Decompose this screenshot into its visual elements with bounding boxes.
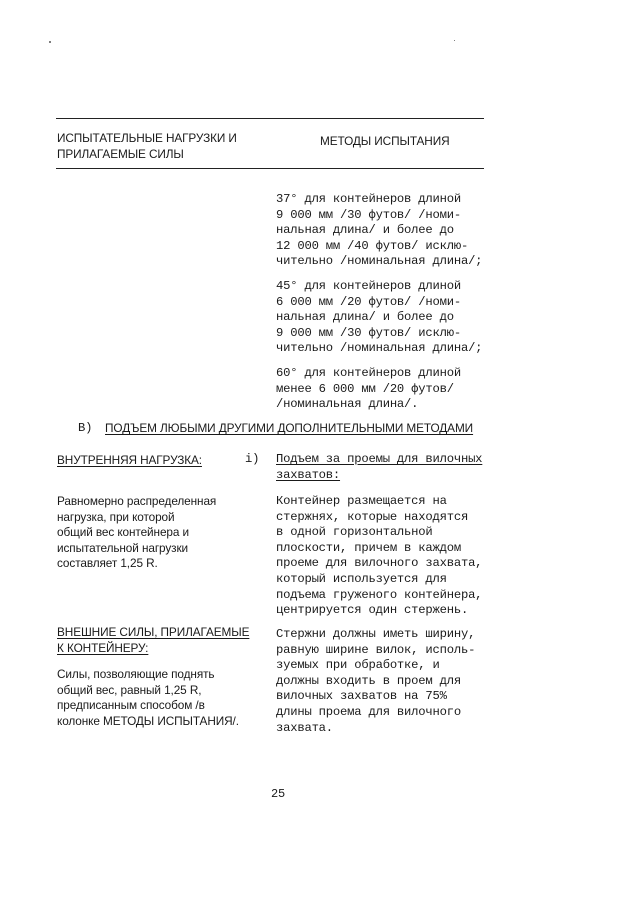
external-forces-text: Силы, позволяющие поднять общий вес, равный 1,25 R, предписанным способом /в колонке МЕТОДЫ ИСПЫТАНИЯ/. bbox=[57, 667, 239, 728]
header-top-rule bbox=[56, 118, 484, 119]
angle-60-paragraph: 60° для контейнеров длиной менее 6 000 мм /20 футов/ /номинальная длина/. bbox=[276, 366, 461, 412]
page-number: 25 bbox=[271, 787, 286, 801]
header-bottom-rule bbox=[56, 168, 484, 169]
item-i-text-1: Контейнер размещается на стержнях, которые находятся в одной горизонтальной плоскости, причем в каждом проеме для вилочного захвата, который используется для подъема груженого контейнера, центрируется один стержень. bbox=[276, 494, 483, 618]
item-i-text-2: Стержни должны иметь ширину, равную ширине вилок, исполь- зуемых при обработке, и должны входить в проем для вилочных захватов на 75% длины проема для вилочного захвата. bbox=[276, 627, 476, 735]
external-forces-heading: ВНЕШНИЕ СИЛЫ, ПРИЛАГАЕМЫЕ К КОНТЕЙНЕРУ: bbox=[57, 625, 250, 655]
header-right-title: МЕТОДЫ ИСПЫТАНИЯ bbox=[320, 134, 450, 148]
angle-45-paragraph: 45° для контейнеров длиной 6 000 мм /20 футов/ /номи- нальная длина/ и более до 9 000 мм /30 футов/ исклю- чительно /номинальная длина/; bbox=[276, 279, 483, 356]
angle-37-paragraph: 37° для контейнеров длиной 9 000 мм /30 футов/ /номи- нальная длина/ и более до 12 000 мм /40 футов/ исклю- чительно /номинальная длина/; bbox=[276, 192, 483, 269]
scan-speck bbox=[454, 40, 455, 41]
scan-speck bbox=[49, 41, 51, 43]
section-b-marker: B) bbox=[78, 421, 93, 435]
header-left-title: ИСПЫТАТЕЛЬНЫЕ НАГРУЗКИ И ПРИЛАГАЕМЫЕ СИЛЫ bbox=[57, 131, 237, 161]
item-i-marker: i) bbox=[245, 452, 260, 466]
internal-load-heading: ВНУТРЕННЯЯ НАГРУЗКА: bbox=[57, 453, 202, 467]
internal-load-text: Равномерно распределенная нагрузка, при которой общий вес контейнера и испытательной нагрузки составляет 1,25 R. bbox=[57, 494, 217, 571]
section-b-title: ПОДЪЕМ ЛЮБЫМИ ДРУГИМИ ДОПОЛНИТЕЛЬНЫМИ МЕТОДАМИ bbox=[105, 421, 474, 435]
item-i-heading: Подъем за проемы для вилочных захватов: bbox=[276, 452, 483, 482]
